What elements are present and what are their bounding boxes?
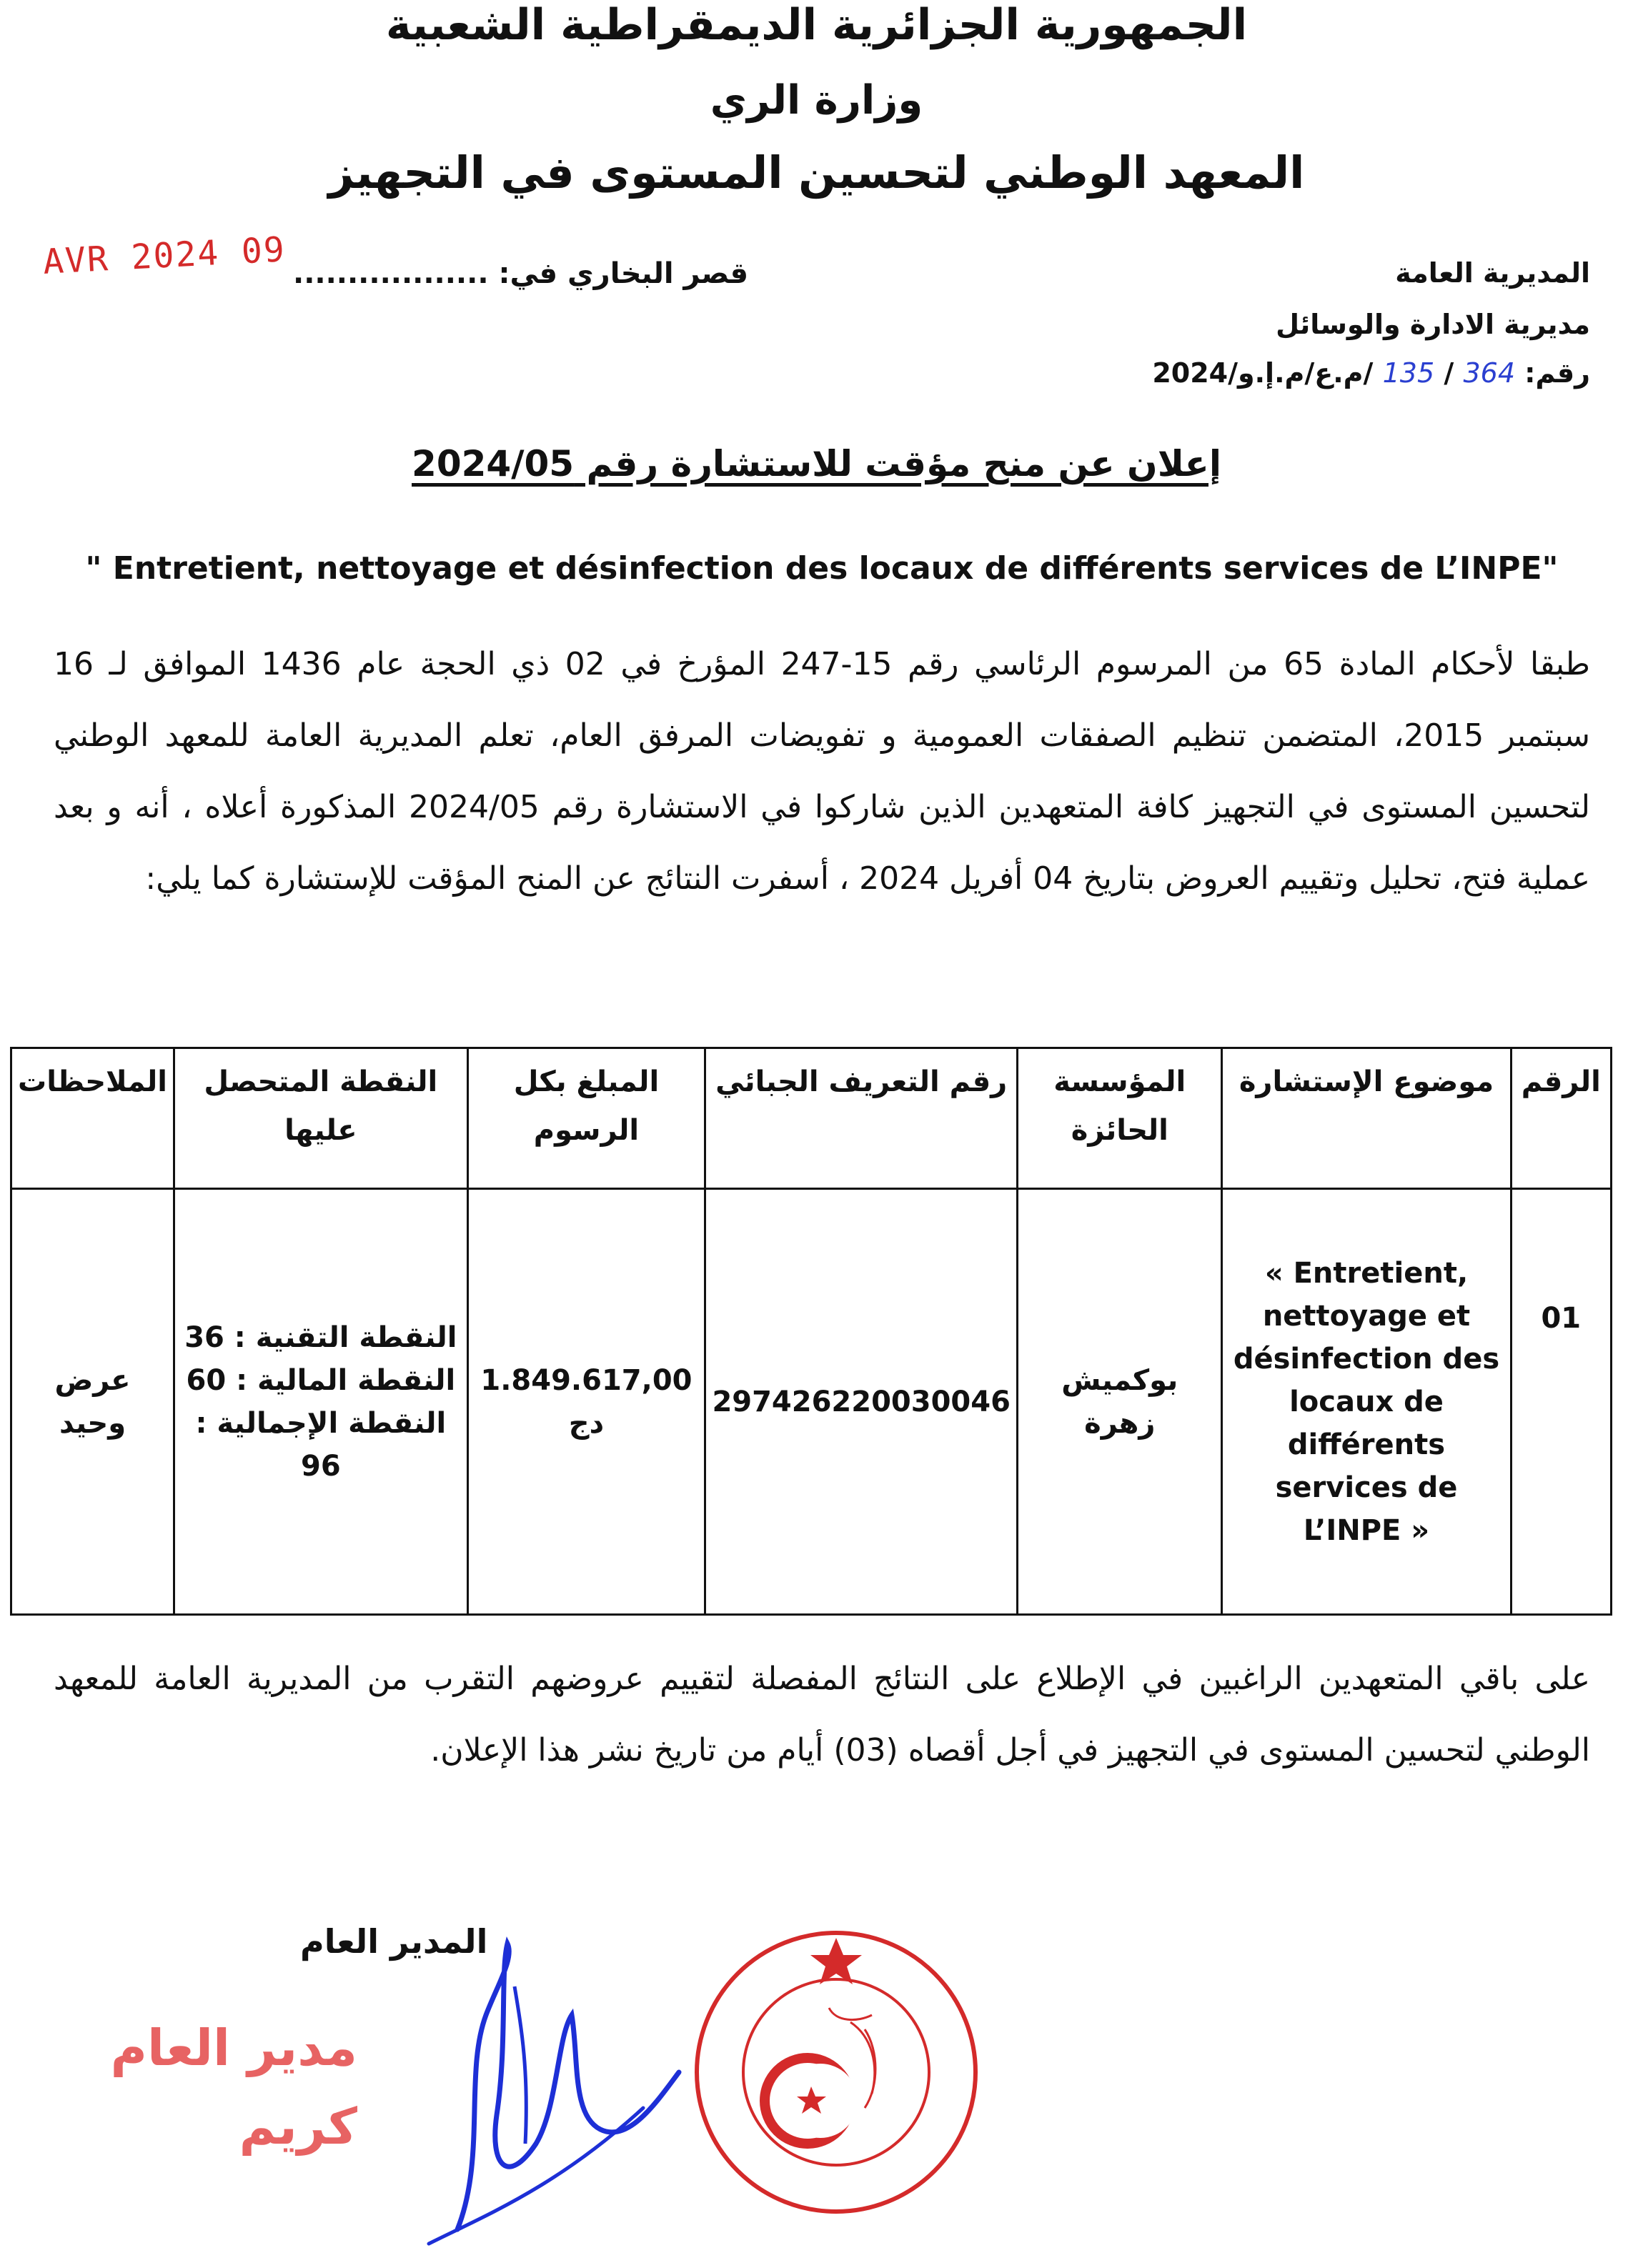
notice-title: إعلان عن منح مؤقت للاستشارة رقم 2024/05 [412,443,1221,484]
reference-suffix: /م.ع/م.إ.و/2024 [1152,357,1374,389]
cell-tax-id: 297426220030046 [705,1189,1018,1615]
header-ministry: وزارة الري [710,77,923,124]
date-stamp: 09 AVR 2024 [41,229,287,282]
col-header-notes: الملاحظات [11,1048,174,1189]
signature-image [110,1929,715,2258]
svg-text:كريم: كريم [239,2097,357,2156]
cell-amount: 1.849.617,00 دج [467,1189,705,1615]
score-total: النقطة الإجمالية : 96 [195,1406,447,1483]
score-technical: النقطة التقنية : 36 [184,1320,457,1354]
table-row [11,1189,1612,1615]
col-header-subject: موضوع الإستشارة [1222,1048,1511,1189]
directorate-general: المديرية العامة [1395,257,1590,289]
official-seal [686,1922,986,2222]
header-republic: الجمهورية الجزائرية الديمقراطية الشعبية [385,0,1248,50]
directorate-admin: مديرية الادارة والوسائل [1276,309,1590,340]
score-financial: النقطة المالية : 60 [186,1363,456,1397]
paragraph-closing: على باقي المتعهدين الراغبين في الإطلاع على النتائج المفصلة لتقييم عروضهم التقرب من المديرية العامة للمعهد الوطني لتحسين المستوى في التجهيز في أجل أقصاه (03) أيام من تاريخ نشر هذا الإعلان. [54,1661,1590,1769]
reference-prefix: رقم: [1515,357,1590,389]
reference-number-1: 364 [1463,357,1516,389]
reference-number-2: 135 [1382,357,1435,389]
cell-num: 01 [1511,1189,1611,1615]
cell-score [174,1189,468,1615]
col-header-num: الرقم [1511,1048,1611,1189]
cell-subject: « Entretient, nettoyage et désinfection des locaux de différents services de L’INPE » [1222,1189,1511,1615]
cell-company: بوكميش زهرة [1018,1189,1222,1615]
place-date-line: قصر البخاري في: .................. [293,257,749,290]
col-header-amount: المبلغ بكل الرسوم [467,1048,705,1189]
svg-text:مدير العام: مدير العام [110,2019,357,2077]
reference-number: رقم: 364 / 135 /م.ع/م.إ.و/2024 [1152,357,1590,389]
paragraph-intro: طبقا لأحكام المادة 65 من المرسوم الرئاسي رقم 15-247 المؤرخ في 02 ذي الحجة عام 1436 الموافق لـ 16 سبتمبر 2015، المتضمن تنظيم الصفقات العمومية و تفويضات المرفق العام، تعلم المديرية العامة للمعهد الوطني لتحسين المستوى في التجهيز كافة المتعهدين الذين شاركوا في الاستشارة رقم 2024/05 المذكورة أعلاه ، أنه و بعد عملية فتح، تحليل وتقييم العروض بتاريخ 04 أفريل 2024 ، أسفرت النتائج عن المنح المؤقت للإستشارة كما يلي: [54,646,1591,897]
cell-notes: عرض وحيد [11,1189,174,1615]
subject-french: " Entretient, nettoyage et désinfection des locaux de différents services de L’INPE" [85,550,1559,587]
col-header-score: النقطة المتحصل عليها [174,1048,468,1189]
col-header-tax-id: رقم التعريف الجبائي [705,1048,1018,1189]
signature-title: المدير العام [300,1922,488,1961]
results-table [10,1047,1612,1616]
header-institute: المعهد الوطني لتحسين المستوى في التجهيز [328,146,1305,199]
col-header-company: المؤسسة الحائزة [1018,1048,1222,1189]
